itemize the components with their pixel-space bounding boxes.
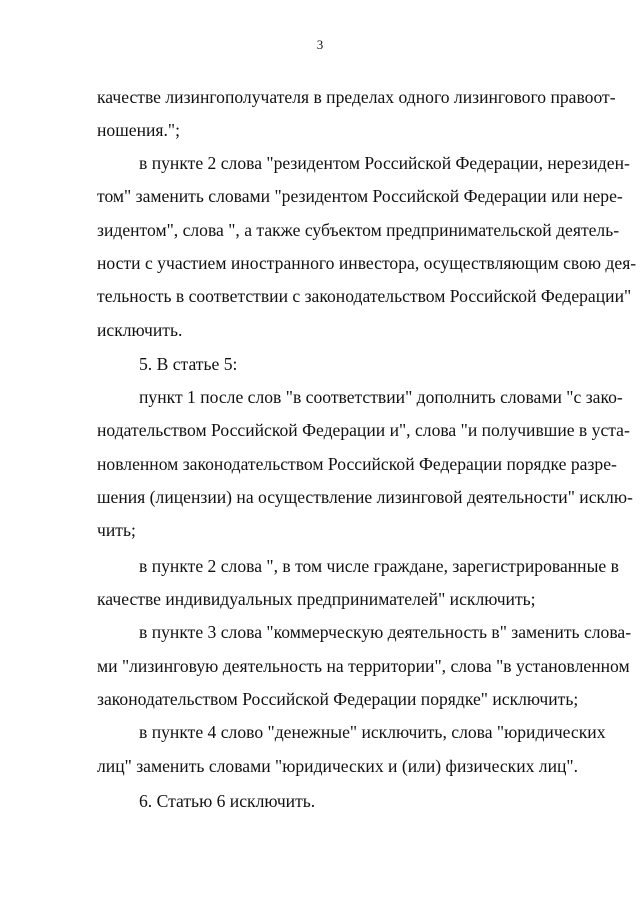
text-line: в пункте 3 слова "коммерческую деятельность в" заменить слова- xyxy=(139,622,632,642)
text-line: в пункте 2 слова "резидентом Российской Федерации, нерезиден- xyxy=(139,153,630,173)
text-line: качестве лизингополучателя в пределах одного лизингового правоот- xyxy=(97,87,616,107)
text-line: новленном законодательством Российской Федерации порядке разре- xyxy=(97,454,617,474)
text-line: чить; xyxy=(97,520,136,540)
text-line: том" заменить словами "резидентом Российской Федерации или нере- xyxy=(97,186,623,206)
text-line: исключить. xyxy=(97,320,183,340)
text-line: ности с участием иностранного инвестора, осуществляющим свою дея- xyxy=(97,253,637,273)
text-line: в пункте 2 слова ", в том числе граждане, зарегистрированные в xyxy=(139,556,619,576)
text-line: в пункте 4 слово "денежные" исключить, слова "юридических xyxy=(139,722,606,742)
section-heading: 6. Статью 6 исключить. xyxy=(139,791,316,811)
text-line: качестве индивидуальных предпринимателей" исключить; xyxy=(97,589,536,609)
section-heading: 5. В статье 5: xyxy=(139,354,238,374)
text-line: нодательством Российской Федерации и", слова "и получившие в уста- xyxy=(97,420,630,440)
text-line: зидентом", слова ", а также субъектом предпринимательской деятель- xyxy=(97,220,620,240)
text-line: законодательством Российской Федерации порядке" исключить; xyxy=(97,689,579,709)
text-line: лиц" заменить словами "юридических и (или) физических лиц". xyxy=(97,756,578,776)
text-line: ношения."; xyxy=(97,120,180,140)
text-line: пункт 1 после слов "в соответствии" дополнить словами "с зако- xyxy=(139,387,623,407)
page-number: 3 xyxy=(316,37,324,52)
text-line: шения (лицензии) на осуществление лизинговой деятельности" исклю- xyxy=(97,487,633,507)
text-line: ми "лизинговую деятельность на территории", слова "в установленном xyxy=(97,656,630,676)
text-line: тельность в соответствии с законодательством Российской Федерации" xyxy=(97,286,632,306)
